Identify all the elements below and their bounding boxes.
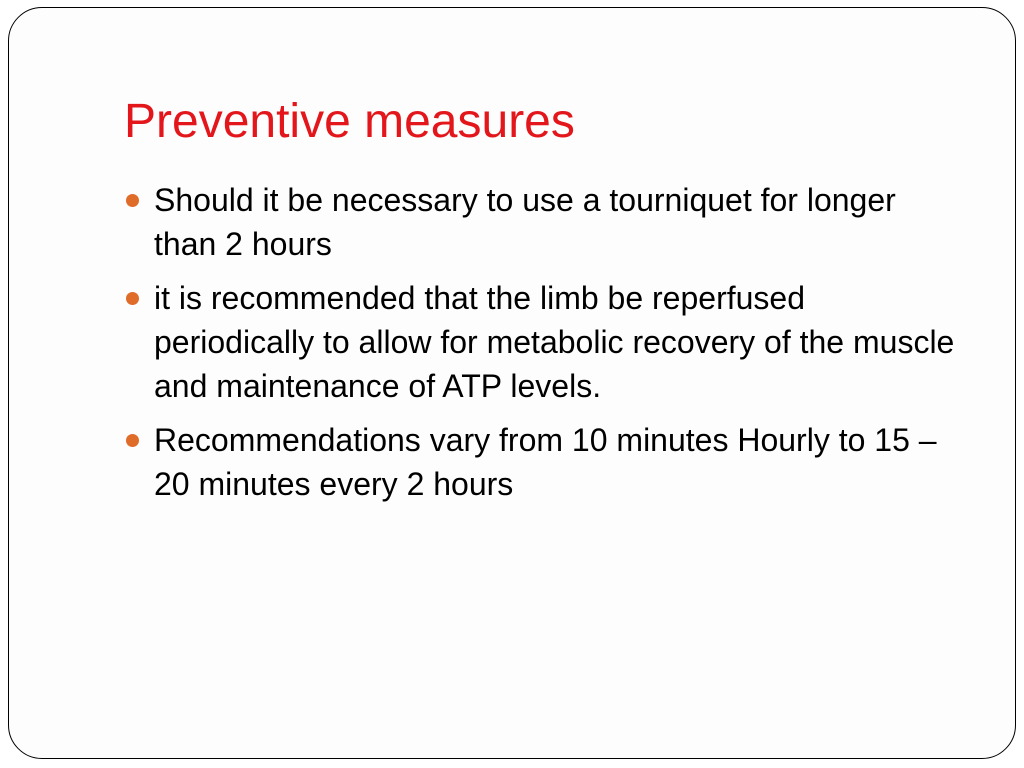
bullet-text: it is recommended that the limb be reperfused periodically to allow for metabolic recovery of the muscle and maintenance of ATP levels.	[154, 280, 955, 404]
bullet-dot-icon	[126, 434, 139, 447]
bullet-item	[154, 418, 964, 506]
bullet-dot-icon	[126, 292, 139, 305]
bullet-text: Should it be necessary to use a tourniquet for longer than 2 hours	[154, 182, 896, 262]
bullet-item	[154, 178, 964, 266]
slide-frame	[8, 7, 1016, 759]
slide-title: Preventive measures	[124, 95, 575, 148]
bullet-list	[154, 178, 964, 516]
bullet-text: Recommendations vary from 10 minutes Hourly to 15 – 20 minutes every 2 hours	[154, 422, 937, 502]
bullet-item	[154, 276, 964, 408]
bullet-dot-icon	[126, 194, 139, 207]
